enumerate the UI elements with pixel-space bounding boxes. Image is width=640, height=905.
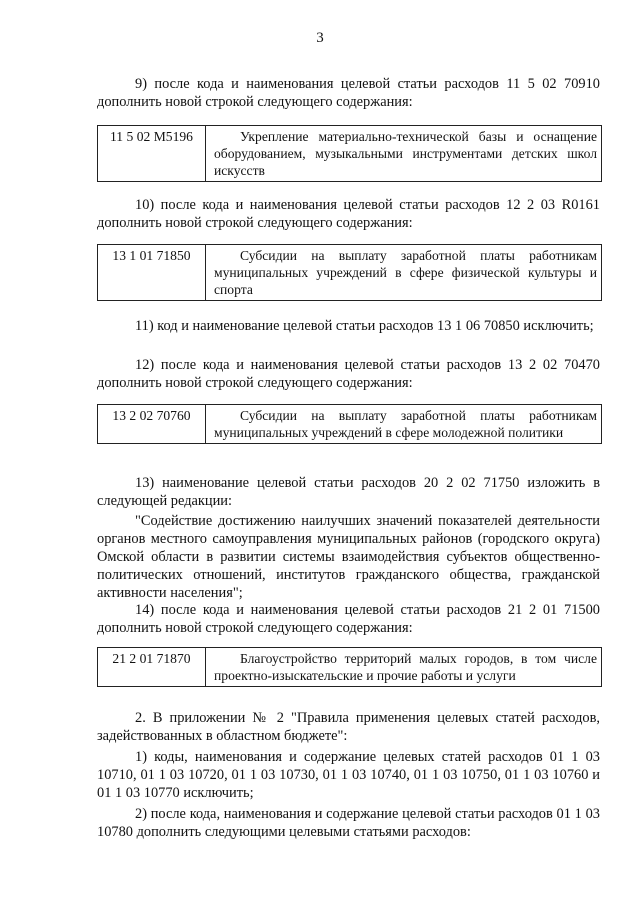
item-10-text: 10) после кода и наименования целевой статьи расходов 12 2 03 R0161 дополнить новой строкой следующего содержания: [97,197,600,231]
item-13-quote: "Содействие достижению наилучших значений показателей деятельности органов местного самоуправления муниципальных районов (городского округа) Омской области в развитии системы взаимодействия субъектов общественно-политических отношений, институтов гражданского общества, гражданской активности населения"; [97,513,600,601]
section-2-item-1: 1) коды, наименования и содержание целевых статей расходов 01 1 03 10710, 01 1 03 10720, 01 1 03 10730, 01 1 03 10740, 01 1 03 10750, 01 1 03 10760 и 01 1 03 10770 исключить; [97,749,600,801]
item-9-text: 9) после кода и наименования целевой статьи расходов 11 5 02 70910 дополнить новой строкой следующего содержания: [97,76,600,110]
table-item-12 [97,404,602,444]
target-description: Субсидии на выплату заработной платы работникам муниципальных учреждений в сфере физической культуры и спорта [206,245,602,301]
item-11-text: 11) код и наименование целевой статьи расходов 13 1 06 70850 исключить; [135,318,594,334]
section-2-text: 2. В приложении № 2 "Правила применения целевых статей расходов, задействованных в областном бюджете": [97,710,600,744]
target-code: 13 1 01 71850 [98,245,206,301]
table-item-14 [97,647,602,687]
target-code: 13 2 02 70760 [98,405,206,444]
target-code: 21 2 01 71870 [98,648,206,687]
target-description: Субсидии на выплату заработной платы работникам муниципальных учреждений в сфере молодежной политики [206,405,602,444]
table-item-9 [97,125,602,182]
item-14-text: 14) после кода и наименования целевой статьи расходов 21 2 01 71500 дополнить новой строкой следующего содержания: [97,602,600,636]
section-2-item-2: 2) после кода, наименования и содержание целевой статьи расходов 01 1 03 10780 дополнить следующими целевыми статьями расходов: [97,806,600,840]
table-row [98,126,602,182]
target-code: 11 5 02 M5196 [98,126,206,182]
target-description: Благоустройство территорий малых городов, в том числе проектно-изыскательские и прочие работы и услуги [206,648,602,687]
table-row [98,648,602,687]
target-description: Укрепление материально-технической базы и оснащение оборудованием, музыкальными инструментами детских школ искусств [206,126,602,182]
table-item-10 [97,244,602,301]
table-row [98,405,602,444]
page-number: 3 [316,30,324,46]
item-12-text: 12) после кода и наименования целевой статьи расходов 13 2 02 70470 дополнить новой строкой следующего содержания: [97,357,600,391]
table-row [98,245,602,301]
item-13-text: 13) наименование целевой статьи расходов 20 2 02 71750 изложить в следующей редакции: [97,475,600,509]
